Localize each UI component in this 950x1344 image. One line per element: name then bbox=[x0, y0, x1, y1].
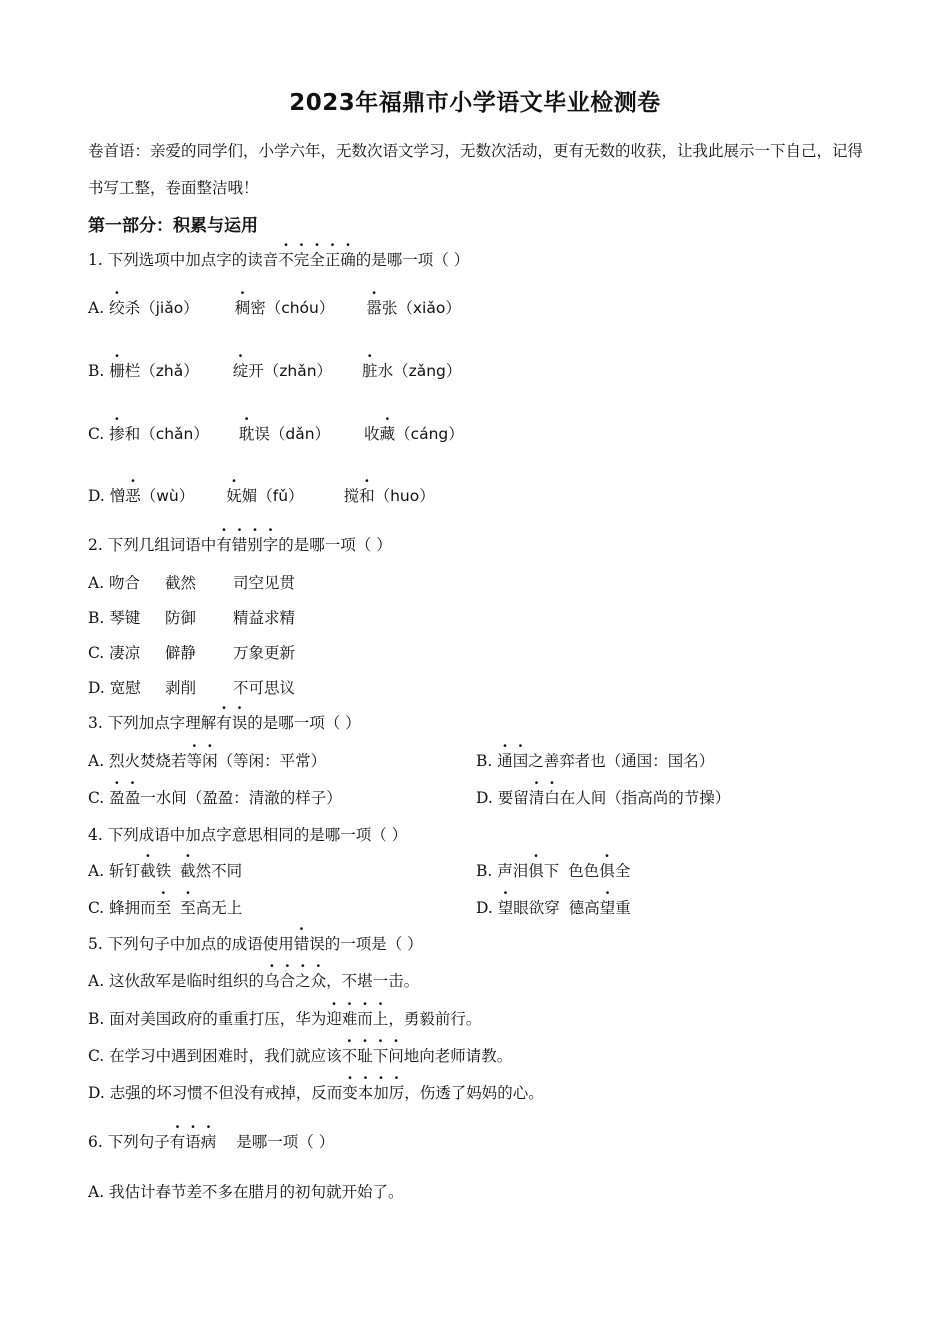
question-1-stem: 1. 下列选项中加点字的读音不完全正确的是哪一项（ ） bbox=[88, 251, 470, 269]
question-2-option-a: A. 吻合 截然 司空见贯 bbox=[88, 574, 296, 592]
question-6-stem: 6. 下列句子有语病 是哪一项（ ） bbox=[88, 1133, 335, 1151]
question-3-stem: 3. 下列加点字理解有误的是哪一项（ ） bbox=[88, 714, 361, 732]
question-4-option-a: A. 斩钉截铁 截然不同 bbox=[88, 862, 243, 880]
question-3-option-d: D. 要留清白在人间（指高尚的节操） bbox=[476, 789, 731, 807]
question-4-option-d: D. 望眼欲穿 德高望重 bbox=[476, 899, 631, 917]
question-4-option-c: C. 蜂拥而至 至高无上 bbox=[88, 899, 243, 917]
question-1-option-c: C. 掺和（chǎn） 耽误（dǎn） 收藏（cáng） bbox=[88, 425, 464, 443]
exam-title: 2023年福鼎市小学语文毕业检测卷 bbox=[289, 90, 661, 116]
section-heading: 第一部分：积累与运用 bbox=[88, 216, 258, 236]
question-3-option-b: B. 通国之善弈者也（通国：国名） bbox=[476, 752, 715, 770]
question-2-option-d: D. 宽慰 剥削 不可思议 bbox=[88, 679, 296, 697]
question-4-stem: 4. 下列成语中加点字意思相同的是哪一项（ ） bbox=[88, 826, 408, 844]
question-2-stem: 2. 下列几组词语中有错别字的是哪一项（ ） bbox=[88, 536, 392, 554]
question-5-option-d: D. 志强的坏习惯不但没有戒掉，反而变本加厉，伤透了妈妈的心。 bbox=[88, 1084, 544, 1102]
question-4-option-b: B. 声泪俱下 色色俱全 bbox=[476, 862, 631, 880]
question-3-option-a: A. 烈火焚烧若等闲（等闲：平常） bbox=[88, 752, 327, 770]
question-5-option-b: B. 面对美国政府的重重打压，华为迎难而上，勇毅前行。 bbox=[88, 1010, 482, 1028]
question-6-option-a: A. 我估计春节差不多在腊月的初旬就开始了。 bbox=[88, 1183, 404, 1201]
question-1-option-a: A. 绞杀（jiǎo） 稠密（chóu） 嚣张（xiǎo） bbox=[88, 299, 461, 317]
intro-paragraph: 卷首语：亲爱的同学们，小学六年，无数次语文学习，无数次活动，更有无数的收获，让我此展示一下自己，记得书写工整，卷面整洁哦！ bbox=[88, 142, 864, 197]
question-1-option-b: B. 栅栏（zhǎ） 绽开（zhǎn） 脏水（zǎng） bbox=[88, 362, 462, 380]
question-5-option-c: C. 在学习中遇到困难时，我们就应该不耻下问地向老师请教。 bbox=[88, 1047, 513, 1065]
question-3-option-c: C. 盈盈一水间（盈盈：清澈的样子） bbox=[88, 789, 342, 807]
question-2-option-c: C. 凄凉 僻静 万象更新 bbox=[88, 644, 296, 662]
question-1-option-d: D. 憎恶（wù） 妩媚（fǔ） 搅和（huo） bbox=[88, 487, 435, 505]
question-2-option-b: B. 琴键 防御 精益求精 bbox=[88, 609, 296, 627]
question-5-option-a: A. 这伙敌军是临时组织的乌合之众，不堪一击。 bbox=[88, 972, 420, 990]
question-5-stem: 5. 下列句子中加点的成语使用错误的一项是（ ） bbox=[88, 935, 423, 953]
